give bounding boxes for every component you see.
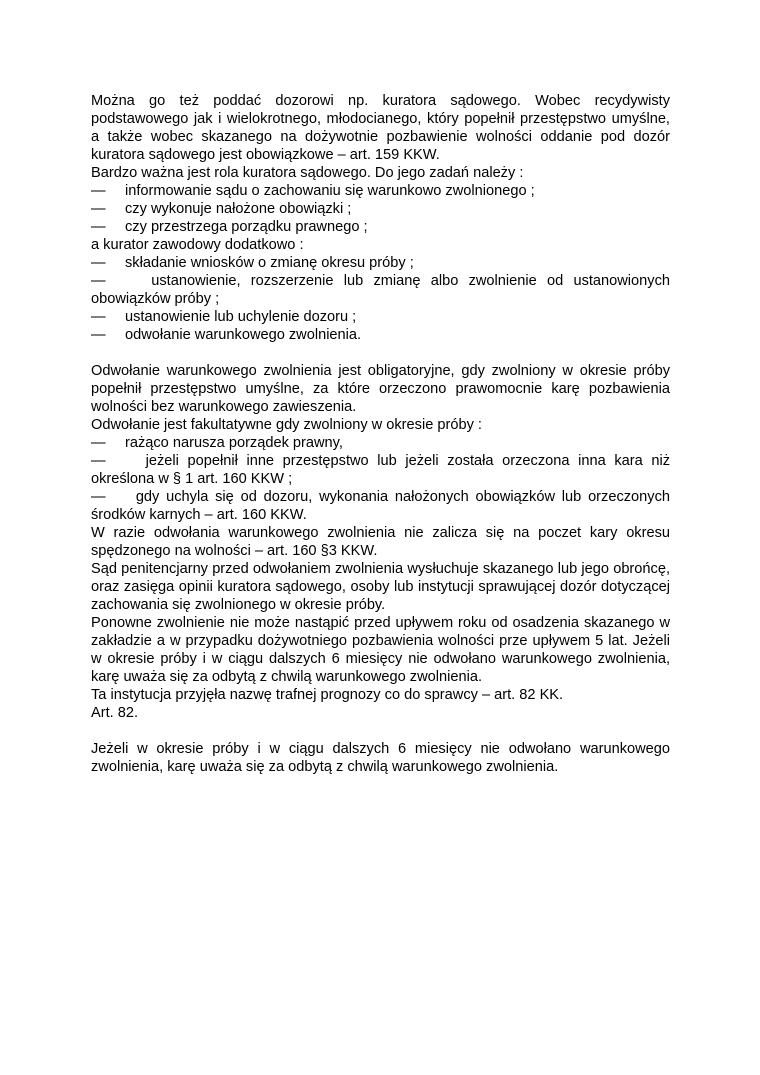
dash-bullet: — [91,273,106,289]
paragraph-professional-curator: a kurator zawodowy dodatkowo : [91,237,304,253]
dash-bullet: — [91,183,106,199]
list-item: — składanie wniosków o zmianę okresu próby ; [91,255,414,271]
list-item: — gdy uchyla się od dozoru, wykonania nałożonych obowiązków lub orzeczonych środków karnych – art. 160 KKW. [91,489,670,523]
list-item: — ustanowienie, rozszerzenie lub zmianę albo zwolnienie od ustanowionych obowiązków próby ; [91,273,670,307]
dash-bullet: — [91,327,106,343]
list-item: — ustanowienie lub uchylenie dozoru ; [91,309,357,325]
list-item: — czy wykonuje nałożone obowiązki ; [91,201,352,217]
dash-bullet: — [91,309,106,325]
paragraph-curator-role: Bardzo ważna jest rola kuratora sądowego. Do jego zadań należy : [91,165,524,181]
list-item: — odwołanie warunkowego zwolnienia. [91,327,362,343]
blank-line [91,344,670,362]
paragraph-obligatory-revocation: Odwołanie warunkowego zwolnienia jest obligatoryjne, gdy zwolniony w okresie próby popełnił przestępstwo umyślne, za które orzeczono prawomocnie karę pozbawienia wolności bez warunkowego zawieszenia. [91,363,670,415]
dash-bullet: — [91,453,106,469]
paragraph-article-82: Jeżeli w okresie próby i w ciągu dalszych 6 miesięcy nie odwołano warunkowego zwolnienia, karę uważa się za odbytą z chwilą warunkowego zwolnienia. [91,741,670,775]
dash-bullet: — [91,219,106,235]
dash-bullet: — [91,201,106,217]
dash-bullet: — [91,489,106,505]
paragraph-optional-revocation: Odwołanie jest fakultatywne gdy zwolniony w okresie próby : [91,417,482,433]
dash-bullet: — [91,435,106,451]
list-item: — jeżeli popełnił inne przestępstwo lub jeżeli została orzeczona inna kara niż określona w § 1 art. 160 KKW ; [91,453,671,487]
article-heading: Art. 82. [91,705,139,721]
paragraph-repeat-release: Ponowne zwolnienie nie może nastąpić przed upływem roku od osadzenia skazanego w zakładzie a w przypadku dożywotniego pozbawienia wolności prze upływem 5 lat. Jeżeli w okresie próby i w ciągu dalszych 6 miesięcy nie odwołano warunkowego zwolnienia, karę uważa się za odbytą z chwilą warunkowego zwolnienia. [91,615,670,685]
list-item: — rażąco narusza porządek prawny, [91,435,343,451]
list-item: — czy przestrzega porządku prawnego ; [91,219,368,235]
blank-line [91,722,670,740]
paragraph-accurate-prognosis: Ta instytucja przyjęła nazwę trafnej prognozy co do sprawcy – art. 82 KK. [91,687,564,703]
dash-bullet: — [91,255,106,271]
paragraph-penitentiary-court: Sąd penitencjarny przed odwołaniem zwolnienia wysłuchuje skazanego lub jego obrońcę, oraz zasięga opinii kuratora sądowego, osoby lub instytucji sprawującej dozór dotyczącej zachowania się zwolnionego w okresie próby. [91,561,670,613]
list-item: — informowanie sądu o zachowaniu się warunkowo zwolnionego ; [91,183,535,199]
paragraph-freedom-period: W razie odwołania warunkowego zwolnienia nie zalicza się na poczet kary okresu spędzonego na wolności – art. 160 §3 KKW. [91,525,670,559]
paragraph-supervision: Można go też poddać dozorowi np. kuratora sądowego. Wobec recydywisty podstawowego jak i wielokrotnego, młodocianego, który popełnił przestępstwo umyślne, a także wobec skazanego na dożywotnie pozbawienie wolności oddanie pod dozór kuratora sądowego jest obowiązkowe – art. 159 KKW. [91,93,670,163]
document-body [91,92,670,776]
